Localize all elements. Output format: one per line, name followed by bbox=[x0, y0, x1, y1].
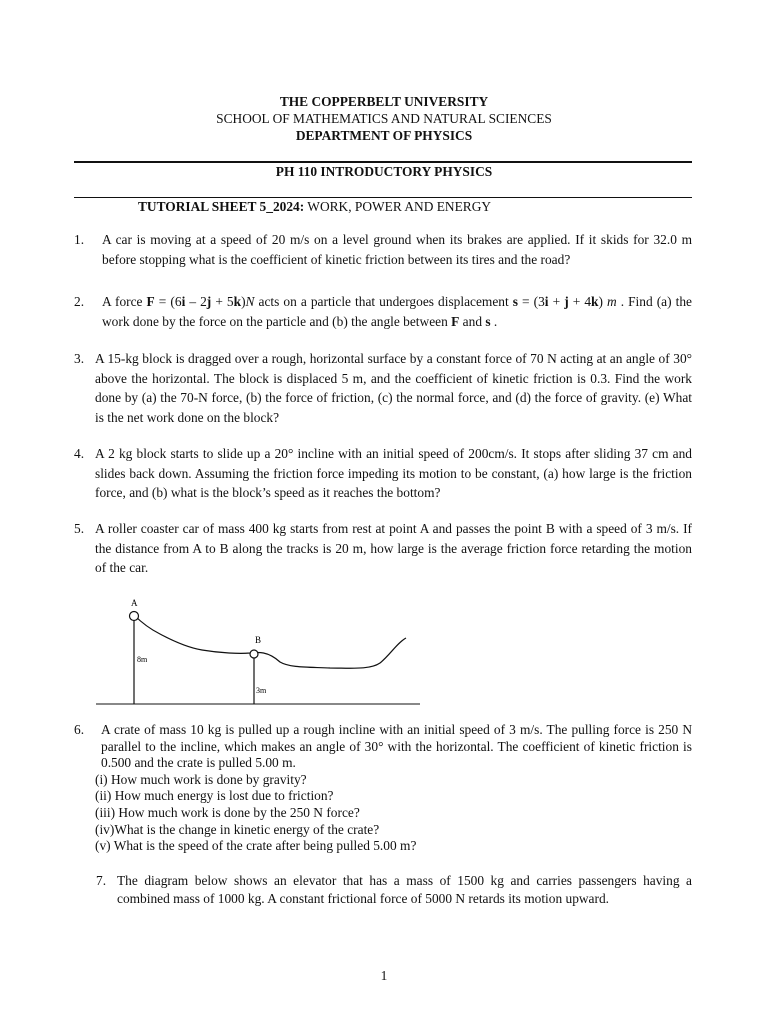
question-number: 5. bbox=[74, 521, 85, 536]
header-rule-top bbox=[74, 161, 692, 163]
question-6-parts bbox=[95, 772, 692, 855]
height-label-b: 3m bbox=[256, 686, 267, 695]
question-6 bbox=[74, 722, 692, 855]
question-number: 2. bbox=[74, 294, 85, 309]
part-ii: (ii) How much energy is lost due to friction? bbox=[95, 788, 334, 804]
label-b: B bbox=[255, 635, 262, 645]
school-name: SCHOOL OF MATHEMATICS AND NATURAL SCIENCES bbox=[216, 111, 552, 126]
part-v: (v) What is the speed of the crate after being pulled 5.00 m? bbox=[95, 838, 417, 854]
question-3 bbox=[74, 349, 692, 427]
point-b-marker bbox=[250, 650, 258, 658]
part-iii: (iii) How much work is done by the 250 N force? bbox=[95, 804, 360, 820]
sheet-label: TUTORIAL SHEET 5_2024: bbox=[138, 199, 305, 214]
question-text: A 15-kg block is dragged over a rough, horizontal surface by a constant force of 70 N acting at an angle of 30° above the horizontal. The block is displaced 5 m, and the coefficient of kinetic friction is 0.3. Find the work done by (a) the 70-N force, (b) the force of friction, (c) the normal force, and (d) the force of gravity. (e) What is the net work done on the block? bbox=[95, 351, 692, 425]
label-a: A bbox=[131, 598, 138, 608]
question-text: A 2 kg block starts to slide up a 20° incline with an initial speed of 200cm/s. It stops after sliding 37 cm and slides back down. Assuming the friction force impeding its motion to be constant, (a) how large is the friction force, and (b) what is the block’s speed as it reaches the bottom? bbox=[95, 446, 692, 500]
question-number: 7. bbox=[96, 873, 107, 888]
question-text: A force F = (6i – 2j + 5k)N acts on a particle that undergoes displacement s = (3i + j + 4k) m . Find (a) the work done by the force on the particle and (b) the angle between F and s . bbox=[102, 294, 692, 329]
question-4 bbox=[74, 444, 692, 503]
roller-coaster-diagram bbox=[90, 595, 420, 710]
question-number: 1. bbox=[74, 232, 85, 247]
track-curve bbox=[134, 615, 406, 668]
question-number: 6. bbox=[74, 722, 85, 737]
university-name: THE COPPERBELT UNIVERSITY bbox=[279, 94, 489, 109]
part-i: (i) How much work is done by gravity? bbox=[95, 771, 307, 787]
header-rule-bottom bbox=[74, 197, 692, 198]
course-title: PH 110 INTRODUCTORY PHYSICS bbox=[275, 164, 493, 179]
question-text: The diagram below shows an elevator that has a mass of 1500 kg and carries passengers having a combined mass of 1000 kg. A constant frictional force of 5000 N retards its motion upward. bbox=[117, 873, 692, 906]
question-number: 3. bbox=[74, 351, 85, 366]
question-5 bbox=[74, 519, 692, 578]
page-number: 1 bbox=[380, 968, 388, 983]
height-label-a: 8m bbox=[137, 655, 148, 664]
part-iv: (iv)What is the change in kinetic energy of the crate? bbox=[95, 821, 380, 837]
question-text: A car is moving at a speed of 20 m/s on a level ground when its brakes are applied. If it skids for 32.0 m before stopping what is the coefficient of kinetic friction between its tires and the road? bbox=[102, 232, 692, 267]
sheet-title bbox=[138, 199, 491, 215]
question-7 bbox=[96, 872, 692, 908]
sheet-topic: WORK, POWER AND ENERGY bbox=[304, 199, 492, 214]
question-2 bbox=[74, 292, 692, 331]
question-text: A roller coaster car of mass 400 kg starts from rest at point A and passes the point B with a speed of 3 m/s. If the distance from A to B along the tracks is 20 m, how large is the average friction force retarding the motion of the car. bbox=[95, 521, 692, 575]
point-a-marker bbox=[130, 612, 139, 621]
department-name: DEPARTMENT OF PHYSICS bbox=[295, 128, 473, 143]
question-1 bbox=[74, 230, 692, 269]
question-text: A crate of mass 10 kg is pulled up a rough incline with an initial speed of 3 m/s. The pulling force is 250 N parallel to the incline, which makes an angle of 30° with the horizontal. The coefficient of kinetic friction is 0.500 and the crate is pulled 5.00 m. bbox=[101, 722, 692, 771]
question-number: 4. bbox=[74, 446, 85, 461]
